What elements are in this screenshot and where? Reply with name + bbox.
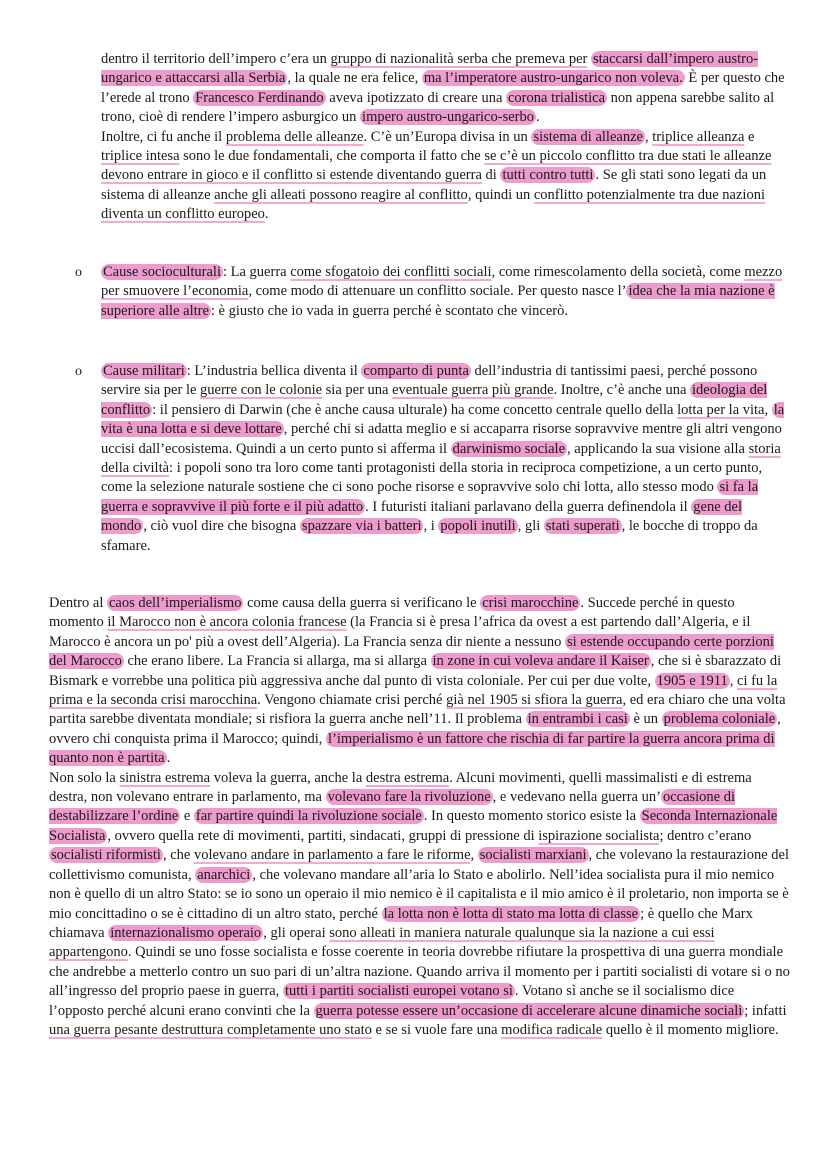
text-run: , che volevano mandare all’aria lo Stato e abolirlo. Nell’idea socialista pura il mio nemico non è quello di un altro Stato: se io sono un operaio il mio nemico è il capitalista e il mio amico è il proletario, non importa se è mio concittadino o se è cittadino di un altro stato, perché — [49, 866, 789, 922]
text-run: Inoltre, ci fu anche il — [101, 128, 226, 145]
text-run: , — [729, 672, 738, 689]
text-run: : il pensiero di Darwin (che è anche causa ulturale) ha come concetto centrale quello della — [152, 401, 678, 418]
highlighted-text: occasione di destabilizzare l’ordine — [49, 789, 736, 825]
highlighted-text: l’imperialismo è un fattore che rischia di far partire la guerra ancora prima di quanto non è partita — [49, 730, 775, 767]
highlighted-text: impero austro-ungarico-serbo — [362, 109, 534, 126]
text-run: . Quindi se uno fosse socialista e fosse coerente in teoria dovrebbe rifiutare la prospettiva di una guerra mondiale che andrebbe a metterlo contro un suo pari di un’altra nazione. Quando arriva il momento per i partiti socialisti di votare si o no all’ingresso del proprio paese in guerra, — [49, 944, 790, 1000]
highlighted-text: corona trialistica — [508, 89, 606, 106]
text-run: e se si vuole fare una — [371, 1021, 502, 1038]
underlined-text: già nel 1905 si sfiora la guerra — [446, 692, 623, 709]
highlighted-text: gene del mondo — [101, 498, 742, 535]
highlighted-text: ma l’imperatore austro-ungarico non voleva. — [423, 70, 683, 87]
text-run: e — [180, 808, 194, 825]
underlined-text: sono alleati in maniera naturale qualunque sia la nazione a cui essi appartengono — [49, 924, 715, 961]
text-run: : è giusto che io vada in guerra perché è scontato che vincerò. — [210, 302, 569, 319]
underlined-text: problema delle alleanze — [225, 128, 364, 145]
text-run: : i popoli sono tra loro come tanti protagonisti della storia in reciproca competizione, a un certo punto, come la selezione naturale sostiene che ci sono poche risorse e sopravvive solo chi lotta, allo stesso modo — [101, 460, 763, 496]
paragraph-socialismo — [49, 769, 791, 1041]
text-run: , ovvero chi conquista prima il Marocco; quindi, — [49, 711, 781, 747]
text-run: (la Francia si è presa l’africa da ovest a est partendo dall’Algeria, e il Marocco è ancora un po' più a ovest dell’Algeria). La Francia senza dir niente a nessuno — [49, 614, 751, 650]
highlighted-text: Cause socioculturali — [103, 264, 221, 280]
underlined-text: modifica radicale — [501, 1021, 603, 1038]
highlighted-text: spazzare via i batteri — [301, 518, 422, 535]
text-run: . Alcuni movimenti, quelli massimalisti e di estrema destra, non volevano entrare in parlamento, ma — [49, 769, 752, 806]
highlighted-text: Francesco Ferdinando — [195, 89, 324, 106]
text-run: . Inoltre, c’è anche una — [553, 382, 690, 399]
text-run: . — [535, 109, 540, 126]
text-run: , la quale ne era felice, — [287, 70, 422, 87]
text-run: dentro il territorio dell’impero c’era un — [101, 51, 331, 67]
highlighted-text: socialisti riformisti — [51, 847, 161, 864]
underlined-text: sinistra estrema — [119, 769, 211, 786]
text-run: aveva ipotizzato di creare una — [325, 89, 506, 106]
text-run: , gli operai — [263, 924, 330, 941]
text-run: : L’industria bellica diventa il — [186, 363, 362, 379]
text-run: . Se gli stati sono legati da un sistema di alleanze — [101, 167, 767, 203]
text-run: , — [470, 847, 478, 864]
highlighted-text: stati superati — [545, 518, 620, 535]
underlined-text: storia della civiltà — [101, 440, 781, 477]
underlined-text: triplice alleanza — [652, 128, 745, 145]
highlighted-text: ideologia del conflitto — [101, 382, 768, 418]
underlined-text: una guerra pesante destruttura completamente uno stato — [49, 1021, 372, 1038]
text-run: . Vengono chiamate crisi perché — [257, 692, 447, 709]
intro-section — [101, 50, 791, 225]
highlighted-text: in entrambi i casi — [527, 711, 628, 728]
highlighted-text: caos dell’imperialismo — [108, 595, 242, 611]
underlined-text: se c’è un piccolo conflitto tra due stati le alleanze devono entrare in gioco e il conflitto si estende diventando guerra — [101, 148, 772, 184]
text-run: . In questo momento storico esiste la — [423, 808, 640, 825]
bullet-cause-militari — [75, 362, 791, 556]
text-run: : La guerra — [222, 264, 291, 280]
text-run: . I futuristi italiani parlavano della guerra definendola il — [365, 498, 692, 515]
text-run: è un — [629, 711, 662, 728]
text-run: dell’industria di tantissimi paesi, perché possono servire sia per le — [101, 363, 758, 399]
text-run: , come rimescolamento della società, come — [491, 264, 745, 280]
highlighted-text: volevano fare la rivoluzione — [327, 789, 491, 806]
highlighted-text: internazionalismo operaio — [110, 924, 262, 941]
underlined-text: lotta per la vita — [677, 401, 765, 418]
text-run: quello è il momento migliore. — [602, 1021, 779, 1038]
highlighted-text: la vita è una lotta e si deve lottare — [101, 401, 785, 438]
highlighted-text: staccarsi dall’impero austro-ungarico e attaccarsi alla Serbia — [101, 51, 759, 87]
highlighted-text: sistema di alleanze — [533, 128, 643, 145]
highlighted-text: si fa la guerra e sopravvive il più forte e il più adatto — [101, 479, 759, 515]
text-run: , ovvero quella rete di movimenti, partiti, sindacati, gruppi di pressione di — [107, 827, 539, 844]
text-run: ; dentro c’erano — [659, 827, 752, 844]
text-run: , che si è sbarazzato di Bismark e vorrebbe una politica più aggressiva anche dal punto di vista coloniale. Per cui per due volte, — [49, 653, 782, 689]
intro-paragraph-serbia — [101, 50, 791, 128]
text-run: ; è quello che Marx chiamava — [49, 905, 753, 941]
underlined-text: ispirazione socialista — [538, 827, 660, 844]
underlined-text: mezzo per smuovere l’economia — [101, 264, 783, 300]
highlighted-text: darwinismo sociale — [452, 440, 566, 457]
text-run: , che volevano la restaurazione del collettivismo comunista, — [49, 847, 789, 883]
text-run: , perché chi si adatta meglio e si accaparra risorse sopravvive mentre gli altri vengono uccisi dall’ecosistema. Quindi a un certo punto si afferma il — [101, 421, 782, 457]
underlined-text: anche gli alleati possono reagire al conflitto — [214, 186, 468, 203]
text-run: . Succede perché in questo momento — [49, 595, 735, 631]
paragraph-cause-militari — [101, 362, 791, 556]
bullet-circle-icon: o — [75, 265, 82, 280]
underlined-text: guerre con le colonie — [200, 382, 323, 399]
text-run: . C’è un’Europa divisa in un — [363, 128, 532, 145]
highlighted-text: crisi marocchine — [482, 595, 579, 611]
text-run: , che — [162, 847, 194, 864]
text-run: voleva la guerra, anche la — [210, 769, 366, 786]
text-run: , le bocche di troppo da sfamare. — [101, 518, 758, 554]
text-run: . Votano sì anche se il socialismo dice l’opposto perché alcuni erano convinti che la — [49, 983, 735, 1019]
text-run: , applicando la sua visione alla — [567, 440, 749, 457]
text-run: Non solo la — [49, 769, 120, 786]
paragraph-crisi-marocchine — [49, 594, 791, 769]
highlighted-text: socialisti marxiani — [479, 847, 587, 864]
underlined-text: ci fu la prima e la seconda crisi marocchina — [49, 672, 778, 709]
text-run: e — [744, 128, 755, 145]
text-run: , ed era chiaro che una volta partita sarebbe diventata mondiale; si risfiora la guerra anche nell’11. Il problema — [49, 692, 786, 728]
text-run: , ciò vuol dire che bisogna — [143, 518, 300, 535]
underlined-text: eventuale guerra più grande — [392, 382, 554, 399]
underlined-text: triplice intesa — [101, 148, 180, 165]
highlighted-text: tutti i partiti socialisti europei votano sì — [284, 983, 513, 1000]
text-run: non appena sarebbe salito al trono, cioè di rendere l’impero asburgico un — [101, 89, 775, 126]
highlighted-text: si estende occupando certe porzioni del Marocco — [49, 633, 774, 670]
highlighted-text: tutti contro tutti — [502, 167, 594, 184]
text-run: ; infatti — [744, 1002, 787, 1019]
text-run: che erano libere. La Francia si allarga, ma si allarga — [123, 653, 431, 670]
underlined-text: come sfogatoio dei conflitti sociali — [290, 264, 492, 280]
intro-paragraph-alliances — [101, 128, 791, 225]
text-run: come causa della guerra si verificano le — [243, 595, 481, 611]
text-run: . — [264, 206, 269, 223]
text-run: . — [166, 750, 171, 767]
highlighted-text: anarchici — [197, 866, 251, 883]
underlined-text: destra estrema — [365, 769, 450, 786]
highlighted-text: 1905 e 1911 — [656, 672, 728, 689]
highlighted-text: idea che la mia nazione è superiore alle altre — [101, 283, 775, 319]
text-run: , gli — [517, 518, 544, 535]
text-run: , — [644, 128, 653, 145]
highlighted-text: far partire quindi la rivoluzione sociale — [195, 808, 422, 825]
text-run: , i — [423, 518, 439, 535]
text-run: , come modo di attenuare un conflitto sociale. Per questo nasce l’ — [248, 283, 627, 300]
highlighted-text: Seconda Internazionale Socialista — [49, 808, 778, 844]
text-run: , e vedevano nella guerra un’ — [492, 789, 661, 806]
text-run: di — [481, 167, 501, 184]
bullet-circle-icon: o — [75, 364, 82, 379]
main-section — [49, 594, 791, 1040]
highlighted-text: popoli inutili — [440, 518, 516, 535]
text-run: sia per una — [322, 382, 393, 399]
highlighted-text: in zone in cui voleva andare il Kaiser — [432, 653, 649, 670]
underlined-text: conflitto potenzialmente tra due nazioni diventa un conflitto europeo — [101, 186, 765, 223]
paragraph-cause-socioculturali — [101, 263, 791, 321]
text-run: È per questo che l’erede al trono — [101, 70, 785, 106]
highlighted-text: guerra potesse essere un’occasione di accelerare alcune dinamiche sociali — [315, 1002, 743, 1019]
highlighted-text: comparto di punta — [363, 363, 469, 379]
text-run: sono le due fondamentali, che comporta il fatto che — [179, 148, 485, 165]
underlined-text: il Marocco non è ancora colonia francese — [107, 614, 347, 631]
text-run: Dentro al — [49, 595, 107, 611]
underlined-text: gruppo di nazionalità serba che premeva per — [330, 51, 588, 67]
highlighted-text: la lotta non è lotta di stato ma lotta di classe — [383, 905, 639, 922]
text-run: , — [764, 401, 772, 418]
text-run: , quindi un — [467, 186, 534, 203]
underlined-text: volevano andare in parlamento a fare le riforme — [193, 847, 471, 864]
bullet-cause-socioculturali — [75, 263, 791, 321]
highlighted-text: problema coloniale — [663, 711, 776, 728]
highlighted-text: Cause militari — [103, 363, 185, 379]
